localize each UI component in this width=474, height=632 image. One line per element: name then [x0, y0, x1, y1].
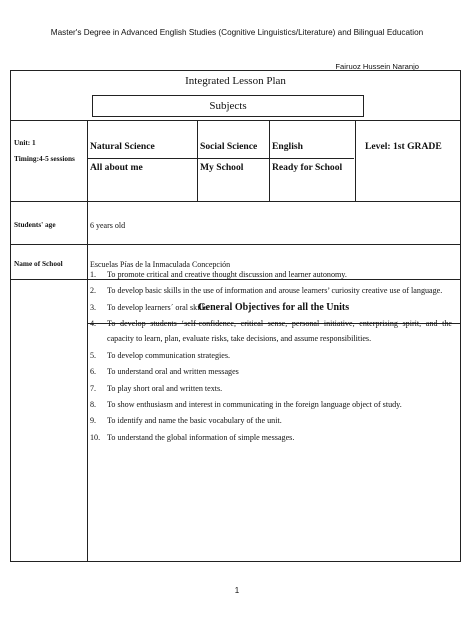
list-item: 10. To understand the global information of simple messages.	[90, 432, 295, 442]
students-age-label: Students' age	[14, 220, 56, 229]
list-item: 3. To develop learners´ oral skills.	[90, 302, 210, 312]
grade-level: Level: 1st GRADE	[365, 141, 442, 152]
column-divider	[355, 120, 356, 201]
school-value: Escuelas Pías de la Inmaculada Concepción	[90, 260, 231, 269]
list-item: 7. To play short oral and written texts.	[90, 383, 223, 393]
plan-title: Integrated Lesson Plan	[185, 75, 286, 87]
list-item: 2. To develop basic skills in the use of information and arouse learners’ curiosity creative use of language.	[90, 286, 443, 296]
list-item: 1. To promote critical and creative thought discussion and learner autonomy.	[90, 270, 347, 279]
subject-english: English	[272, 141, 303, 152]
topic-social-science: My School	[200, 162, 244, 173]
row-divider	[11, 201, 460, 202]
column-divider	[197, 120, 198, 201]
list-item: 9. To identify and name the basic vocabulary of the unit.	[90, 416, 282, 426]
school-label: Name of School	[14, 259, 63, 268]
students-age-value: 6 years old	[90, 221, 126, 230]
subject-natural-science: Natural Science	[90, 141, 155, 152]
author-name: Fairuoz Hussein Naranjo	[335, 62, 419, 71]
list-item: 4. To develop students ‘self-confidence, critical sense, personal initiative, enterprising spirit, and the capacity to learn, plan, evaluate risks, take decisions, and assume responsibilities.	[90, 319, 452, 344]
topic-english: Ready for School	[272, 162, 343, 173]
objectives-heading: General Objectives for all the Units	[197, 302, 350, 313]
subjects-row-divider	[87, 158, 354, 159]
page-number: 1	[234, 586, 240, 595]
document-header: Master's Degree in Advanced English Studies (Cognitive Linguistics/Literature) and Bilingual Education	[50, 28, 424, 37]
timing-label: Timing:4-5 sessions	[14, 154, 75, 163]
objectives-list	[90, 267, 452, 445]
list-item: 6. To understand oral and written messages	[90, 367, 239, 377]
list-item: 5. To develop communication strategies.	[90, 350, 231, 360]
unit-label: Unit: 1	[14, 138, 36, 147]
row-divider	[11, 120, 460, 121]
list-item: 8. To show enthusiasm and interest in communicating in the foreign language object of study.	[90, 399, 402, 409]
column-divider	[269, 120, 270, 201]
row-divider	[11, 244, 460, 245]
column-divider	[87, 120, 88, 561]
subject-social-science: Social Science	[200, 141, 258, 152]
subjects-label: Subjects	[92, 95, 364, 117]
topic-natural-science: All about me	[90, 162, 143, 173]
